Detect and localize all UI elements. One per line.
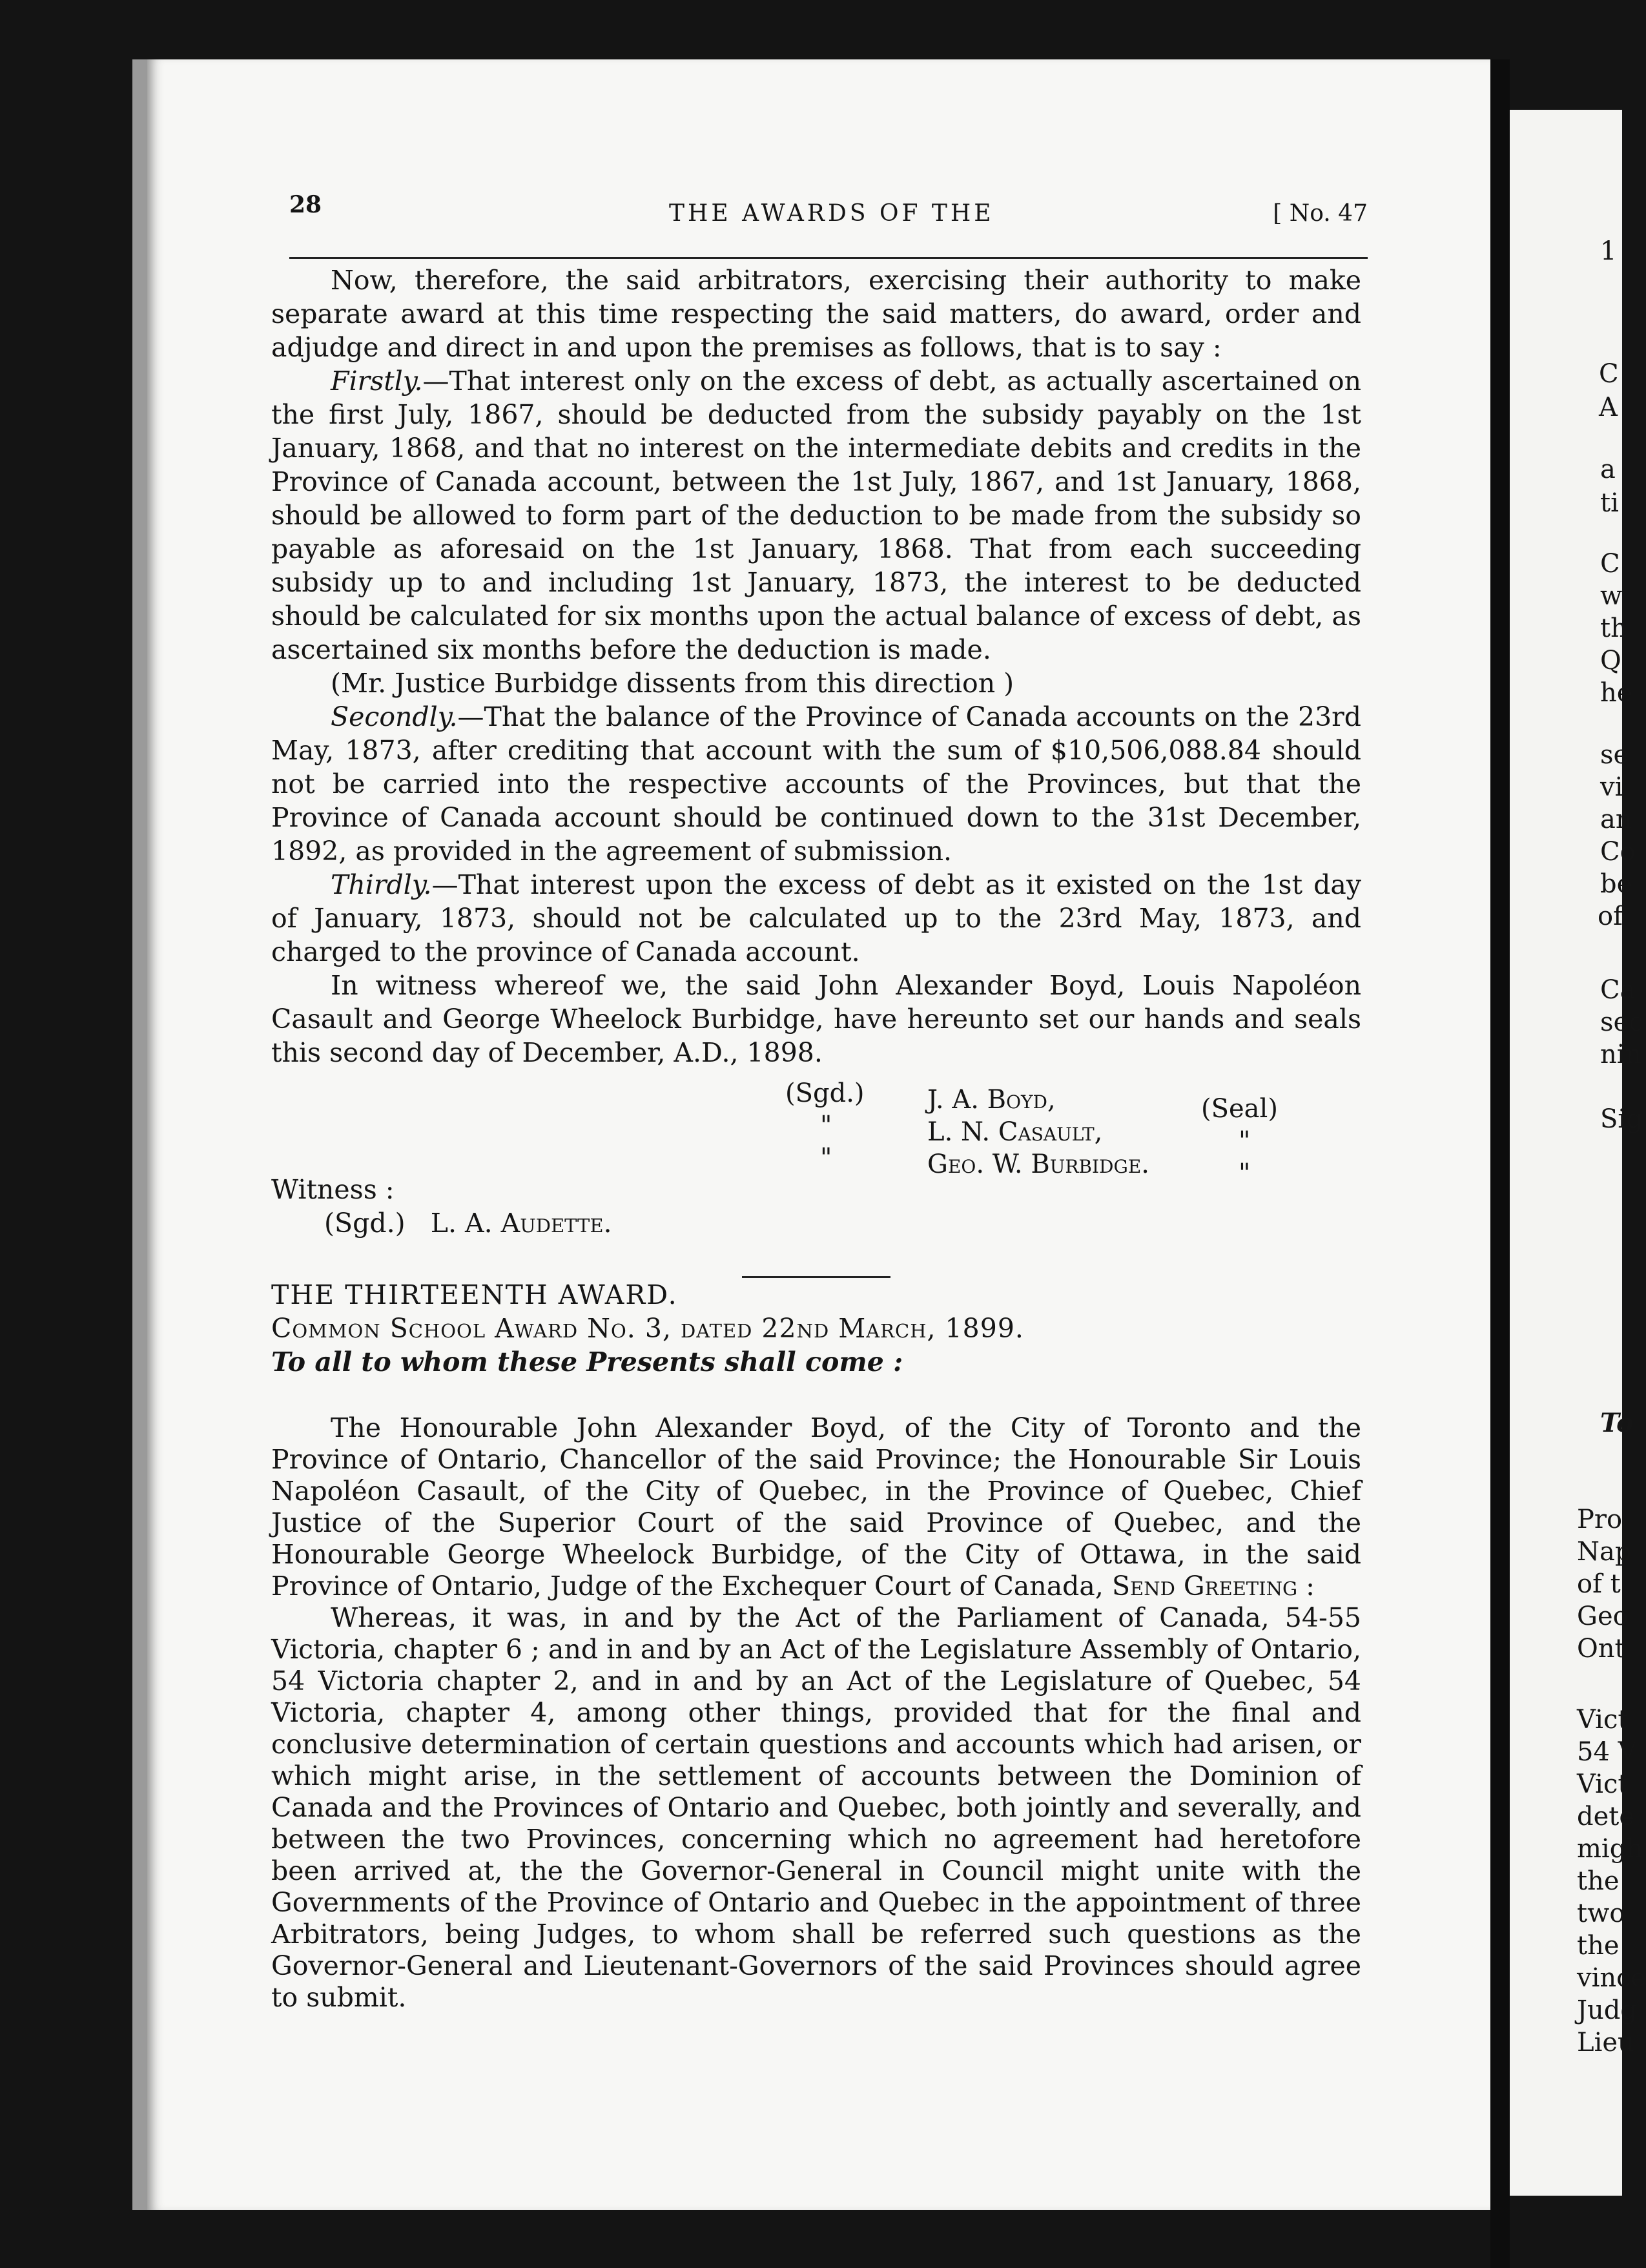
signatory-name: J. A. Boyd, bbox=[927, 1085, 1056, 1115]
fragment: Q bbox=[1600, 646, 1621, 675]
paragraph bbox=[271, 1412, 1361, 1602]
paragraph-lead: Firstly. bbox=[331, 366, 423, 397]
header-rule bbox=[289, 257, 1368, 259]
witness-name: L. A. Audette. bbox=[430, 1208, 612, 1239]
witness-signature bbox=[271, 1206, 1361, 1240]
facing-page-fragment bbox=[1510, 110, 1646, 2196]
signatory-name: L. N. Casault, bbox=[927, 1117, 1103, 1147]
fragment: an bbox=[1600, 805, 1632, 834]
fragment: w bbox=[1600, 581, 1623, 611]
fragment: the bbox=[1577, 1931, 1620, 1961]
document-number: [ No. 47 bbox=[1273, 200, 1368, 227]
fragment: ti bbox=[1600, 488, 1619, 518]
fragment: Co bbox=[1600, 837, 1636, 867]
paragraph-text: —That the balance of the Province of Canada accounts on the 23rd May, 1873, after crediting that account with the sum of $10,506,088.84 should not be carried into the respective accounts of the Provinces, but that the Province of Canada account should be continued down to the 31st December, 1892, as provided in the agreement of submission. bbox=[271, 701, 1361, 867]
page-edge bbox=[1490, 59, 1510, 2268]
fragment: To bbox=[1600, 1408, 1634, 1438]
fragment: Sig bbox=[1600, 1104, 1643, 1134]
paragraph bbox=[271, 364, 1361, 666]
running-header bbox=[289, 191, 1368, 230]
fragment: Nap bbox=[1577, 1537, 1632, 1567]
paragraph-lead: Thirdly. bbox=[331, 869, 432, 900]
paragraph: Now, therefore, the said arbitrators, exercising their authority to make separate award at this time respecting the said matters, do award, order and adjudge and direct in and upon the premises as follows, that is to say : bbox=[271, 265, 1361, 363]
witness-signed-label: (Sgd.) bbox=[324, 1208, 406, 1239]
signed-label: (Sgd.) bbox=[785, 1078, 865, 1108]
fragment: 1 bbox=[1600, 236, 1617, 266]
signature-block bbox=[271, 1078, 1361, 1205]
signatory-name: Geo. W. Burbidge. bbox=[927, 1149, 1150, 1179]
fragment: Vict bbox=[1577, 1769, 1629, 1799]
fragment: migh bbox=[1577, 1834, 1643, 1864]
fragment: th bbox=[1600, 613, 1627, 643]
fragment: Ca bbox=[1600, 975, 1636, 1005]
fragment: C bbox=[1600, 549, 1620, 579]
fragment: sec bbox=[1600, 1007, 1643, 1037]
fragment: a bbox=[1600, 455, 1616, 484]
running-title: THE AWARDS OF THE bbox=[669, 200, 994, 227]
page-number: 28 bbox=[289, 191, 322, 218]
fragment: Pro bbox=[1577, 1505, 1623, 1534]
fragment: dete bbox=[1577, 1802, 1635, 1831]
fragment: Geo bbox=[1577, 1602, 1629, 1631]
address-line: To all to whom these Presents shall come : bbox=[271, 1346, 903, 1377]
fragment: vi bbox=[1600, 772, 1623, 802]
fragment: vince bbox=[1577, 1963, 1646, 1993]
paragraph bbox=[271, 868, 1361, 969]
fragment: he bbox=[1600, 678, 1632, 708]
fragment: of t bbox=[1577, 1569, 1621, 1599]
ditto-mark: " bbox=[820, 1143, 832, 1173]
ditto-mark: " bbox=[1239, 1126, 1251, 1156]
fragment: of bbox=[1598, 902, 1623, 931]
paragraph bbox=[271, 700, 1361, 868]
fragment: be bbox=[1600, 869, 1632, 899]
page-body bbox=[271, 263, 1361, 2014]
fragment: 54 V bbox=[1577, 1737, 1637, 1767]
seal-label: (Seal) bbox=[1201, 1094, 1278, 1124]
fragment: Vict bbox=[1577, 1705, 1629, 1735]
award-title: THE THIRTEENTH AWARD. bbox=[271, 1279, 678, 1310]
paragraph: (Mr. Justice Burbidge dissents from this direction ) bbox=[331, 668, 1014, 699]
witness-label: Witness : bbox=[271, 1174, 395, 1205]
fragment: nin bbox=[1600, 1040, 1642, 1069]
ditto-mark: " bbox=[820, 1111, 832, 1140]
greeting: Send Greeting : bbox=[1111, 1571, 1315, 1602]
fragment: C bbox=[1599, 359, 1619, 389]
fragment: Judg bbox=[1577, 1995, 1638, 2025]
fragment: A bbox=[1599, 393, 1618, 422]
paragraph-text: The Honourable John Alexander Boyd, of the City of Toronto and the Province of Ontario, Chancellor of the said Province; the Honourable Sir Louis Napoléon Casault, of the City of Quebec, in the Province of Quebec, Chief Justice of the Superior Court of the said Province of Quebec, and the Honourable George Wheelock Burbidge, of the City of Ottawa, in the said Province of Ontario, Judge of the Exchequer Court of Canada, bbox=[271, 1412, 1361, 1602]
paragraph-lead: Secondly. bbox=[331, 701, 458, 732]
paragraph-text: —That interest upon the excess of debt as it existed on the 1st day of January, 1873, should not be calculated up to the 23rd May, 1873, and charged to the province of Canada account. bbox=[271, 869, 1361, 967]
fragment: se bbox=[1600, 740, 1629, 770]
paragraph-text: —That interest only on the excess of debt, as actually ascertained on the first July, 1867, should be deducted from the subsidy payably on the 1st January, 1868, and that no interest on the intermediate debits and credits in the Province of Canada account, between the 1st July, 1867, and 1st January, 1868, should be allowed to form part of the deduction to be made from the subsidy so payable as aforesaid on the 1st January, 1868. That from each succeeding subsidy up to and including 1st January, 1873, the interest to be deducted should be calculated for six months upon the actual balance of excess of debt, as ascertained six months before the deduction is made. bbox=[271, 366, 1361, 665]
paragraph: Whereas, it was, in and by the Act of the Parliament of Canada, 54-55 Victoria, chapter 6 ; and in and by an Act of the Legislature Assembly of Ontario, 54 Victoria chapter 2, and in and by an Act of the Legislature of Quebec, 54 Victoria, chapter 4, among other things, provided that for the final and conclusive determination of certain questions and accounts which had arisen, or which might arise, in the settlement of accounts between the Dominion of Canada and the Provinces of Ontario and Quebec, both jointly and severally, and between the two Provinces, concerning which no agreement had heretofore been arrived at, the the Governor-General in Council might unite with the Governments of the Province of Ontario and Quebec in the appointment of three Arbitrators, being Judges, to whom shall be referred such questions as the Governor-General and Lieutenant-Governors of the said Provinces should agree to submit. bbox=[271, 1602, 1361, 2013]
fragment: the bbox=[1577, 1866, 1620, 1896]
award-subtitle: Common School Award No. 3, dated 22nd March, 1899. bbox=[271, 1313, 1024, 1344]
ditto-mark: " bbox=[1239, 1159, 1251, 1188]
paragraph: In witness whereof we, the said John Alexander Boyd, Louis Napoléon Casault and George Wheelock Burbidge, have hereunto set our hands and seals this second day of December, A.D., 1898. bbox=[271, 970, 1361, 1068]
fragment: Ont bbox=[1577, 1634, 1625, 1664]
fragment: two bbox=[1577, 1899, 1625, 1928]
fragment: Lieu bbox=[1577, 2028, 1634, 2057]
